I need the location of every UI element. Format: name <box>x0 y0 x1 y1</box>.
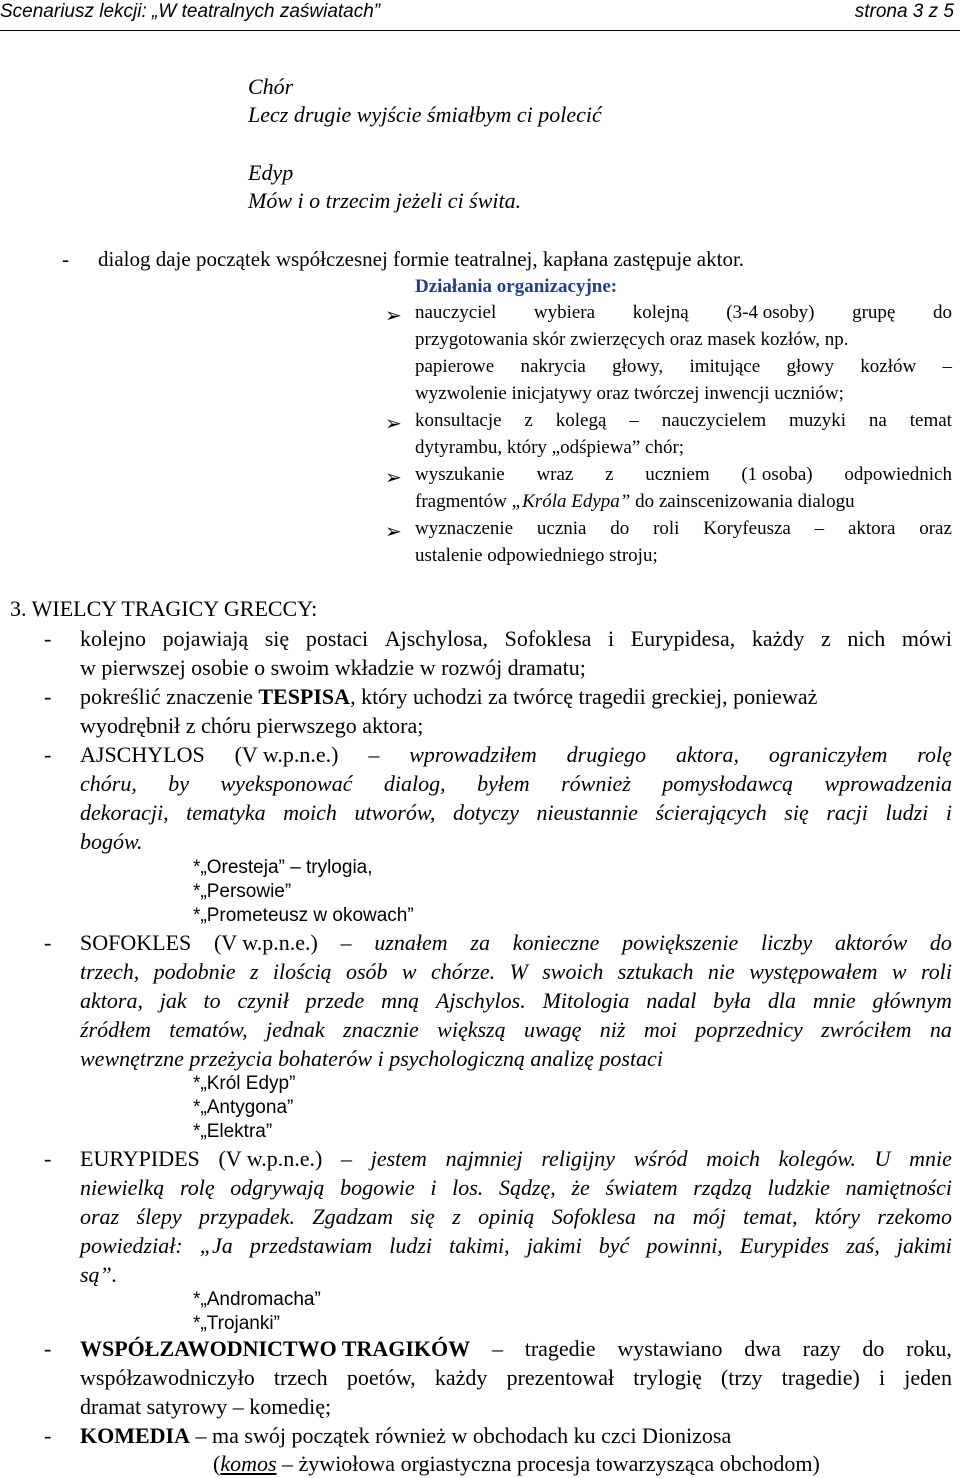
intro-line-1: kolejno pojawiają się postaci Ajschylosa, Sofoklesa i Eurypidesa, każdy z nich mówi <box>80 626 952 651</box>
work-title: *„Antygona” <box>193 1097 294 1118</box>
komedia-line-2: (komos – żywiołowa orgiastyczna procesja towarzysząca obchodom) <box>213 1451 820 1476</box>
action-item-3-line-1: wyszukanie wraz z uczniem (1 osoba) odpowiednich <box>415 464 952 485</box>
actions-heading: Działania organizacyjne: <box>415 276 618 297</box>
dash-marker: - <box>44 1336 52 1361</box>
action-item-1-line-4: wyzwolenie inicjatywy oraz twórczej inwencji uczniów; <box>415 383 844 404</box>
eurypides-line-2: niewielką rolę odgrywają bogowie i los. Sądzę, że światem rządzą ludzkie namiętności <box>80 1175 952 1200</box>
dash-marker: - <box>44 1423 52 1448</box>
sofokles-line-1: SOFOKLES (V w.p.n.e.) – uznałem za konieczne powiększenie liczby aktorów do <box>80 930 952 955</box>
tespis-line-1: pokreślić znaczenie TESPISA, który uchodzi za twórcę tragedii greckiej, ponieważ <box>80 684 818 709</box>
edyp-line: Mów i o trzecim jeżeli ci świta. <box>248 188 522 213</box>
action-item-1-line-3: papierowe nakrycia głowy, imitujące głowy kozłów – <box>415 356 952 377</box>
dialog-note: dialog daje początek współczesnej formie teatralnej, kapłana zastępuje aktor. <box>98 247 745 271</box>
dash-marker: - <box>44 930 52 955</box>
dash-marker: - <box>44 1146 52 1171</box>
dash-marker: - <box>44 626 52 651</box>
competition-line-1: WSPÓŁZAWODNICTWO TRAGIKÓW – tragedie wystawiano dwa razy do roku, <box>80 1336 952 1361</box>
action-item-3-line-2: fragmentów „Króla Edypa” do zainscenizowania dialogu <box>415 491 855 512</box>
arrow-bullet-icon: ➢ <box>385 303 402 327</box>
action-item-4-line-2: ustalenie odpowiedniego stroju; <box>415 545 658 566</box>
komos-term: komos <box>220 1451 277 1476</box>
work-title: *„Król Edyp” <box>193 1073 296 1094</box>
action-item-2-line-1: konsultacje z kolegą – nauczycielem muzyki na temat <box>415 410 952 431</box>
ajschylos-line-4: bogów. <box>80 829 143 854</box>
page-header <box>0 0 960 31</box>
play-title: „Króla Edypa” <box>511 491 631 512</box>
work-title: *„Persowie” <box>193 881 292 902</box>
ajschylos-line-2: chóru, by wyeksponować dialog, byłem również pomysłodawcą wprowadzenia <box>80 771 952 796</box>
work-title: *„Prometeusz w okowach” <box>193 905 414 926</box>
sofokles-line-5: wewnętrzne przeżycia bohaterów i psychologiczną analizę postaci <box>80 1046 663 1071</box>
eurypides-line-4: powiedział: „Ja przedstawiam ludzi takimi, jakimi być powinni, Eurypides zaś, jakimi <box>80 1233 952 1258</box>
ajschylos-line-3: dekoracji, tematyka moich utworów, dotyczy nieustannie ścierających się racji ludzi i <box>80 800 952 825</box>
action-item-2-line-2: dytyrambu, który „odśpiewa” chór; <box>415 437 685 458</box>
sofokles-line-2: trzech, podobnie z ilością osób w chórze. W swoich sztukach nie występowałem w roli <box>80 959 952 984</box>
eurypides-line-1: EURYPIDES (V w.p.n.e.) – jestem najmniej religijny wśród moich kolegów. U mnie <box>80 1146 952 1171</box>
sofokles-line-3: aktora, jak to czynił przede mną Ajschylos. Mitologia nadal była dla mnie głównym <box>80 988 952 1013</box>
action-item-1-line-1: nauczyciel wybiera kolejną (3-4 osoby) grupę do <box>415 302 952 323</box>
arrow-bullet-icon: ➢ <box>385 519 402 543</box>
eurypides-line-3: oraz ślepy przypadek. Zgadzam się z opinią Sofoklesa na mój temat, który rzekomo <box>80 1204 952 1229</box>
tespis-line-2: wyodrębnił z chóru pierwszego aktora; <box>80 713 424 738</box>
eurypides-line-5: są”. <box>80 1262 118 1287</box>
edyp-speaker: Edyp <box>248 160 294 185</box>
chor-speaker: Chór <box>248 74 294 99</box>
komedia-line-1: KOMEDIA – ma swój początek również w obchodach ku czci Dionizosa <box>80 1423 732 1448</box>
arrow-bullet-icon: ➢ <box>385 465 402 489</box>
work-title: *„Elektra” <box>193 1121 273 1142</box>
section-heading: 3. WIELCY TRAGICY GRECCY: <box>10 596 318 621</box>
competition-line-2: współzawodniczyło trzech poetów, każdy prezentował trylogię (trzy tragedie) i jeden <box>80 1365 952 1390</box>
dash-marker: - <box>62 247 69 271</box>
ajschylos-line-1: AJSCHYLOS (V w.p.n.e.) – wprowadziłem drugiego aktora, ograniczyłem rolę <box>80 742 952 767</box>
work-title: *„Oresteja” – trylogia, <box>193 857 373 878</box>
work-title: *„Andromacha” <box>193 1289 321 1310</box>
arrow-bullet-icon: ➢ <box>385 411 402 435</box>
sofokles-line-4: źródłem tematów, jednak znacznie większą uwagę niż moi poprzednicy zwróciłem na <box>80 1017 952 1042</box>
intro-line-2: w pierwszej osobie o swoim wkładzie w rozwój dramatu; <box>80 655 586 680</box>
work-title: *„Trojanki” <box>193 1313 280 1334</box>
action-item-1-line-2: przygotowania skór zwierzęcych oraz masek kozłów, np. <box>415 329 849 350</box>
dash-marker: - <box>44 742 52 767</box>
dash-marker: - <box>44 684 52 709</box>
document-title: Scenariusz lekcji: „W teatralnych zaświatach” <box>0 1 381 22</box>
competition-line-3: dramat satyrowy – komedię; <box>80 1394 332 1419</box>
chor-line: Lecz drugie wyjście śmiałbym ci polecić <box>248 102 602 127</box>
page-number: strona 3 z 5 <box>854 1 954 22</box>
action-item-4-line-1: wyznaczenie ucznia do roli Koryfeusza – aktora oraz <box>415 518 952 539</box>
